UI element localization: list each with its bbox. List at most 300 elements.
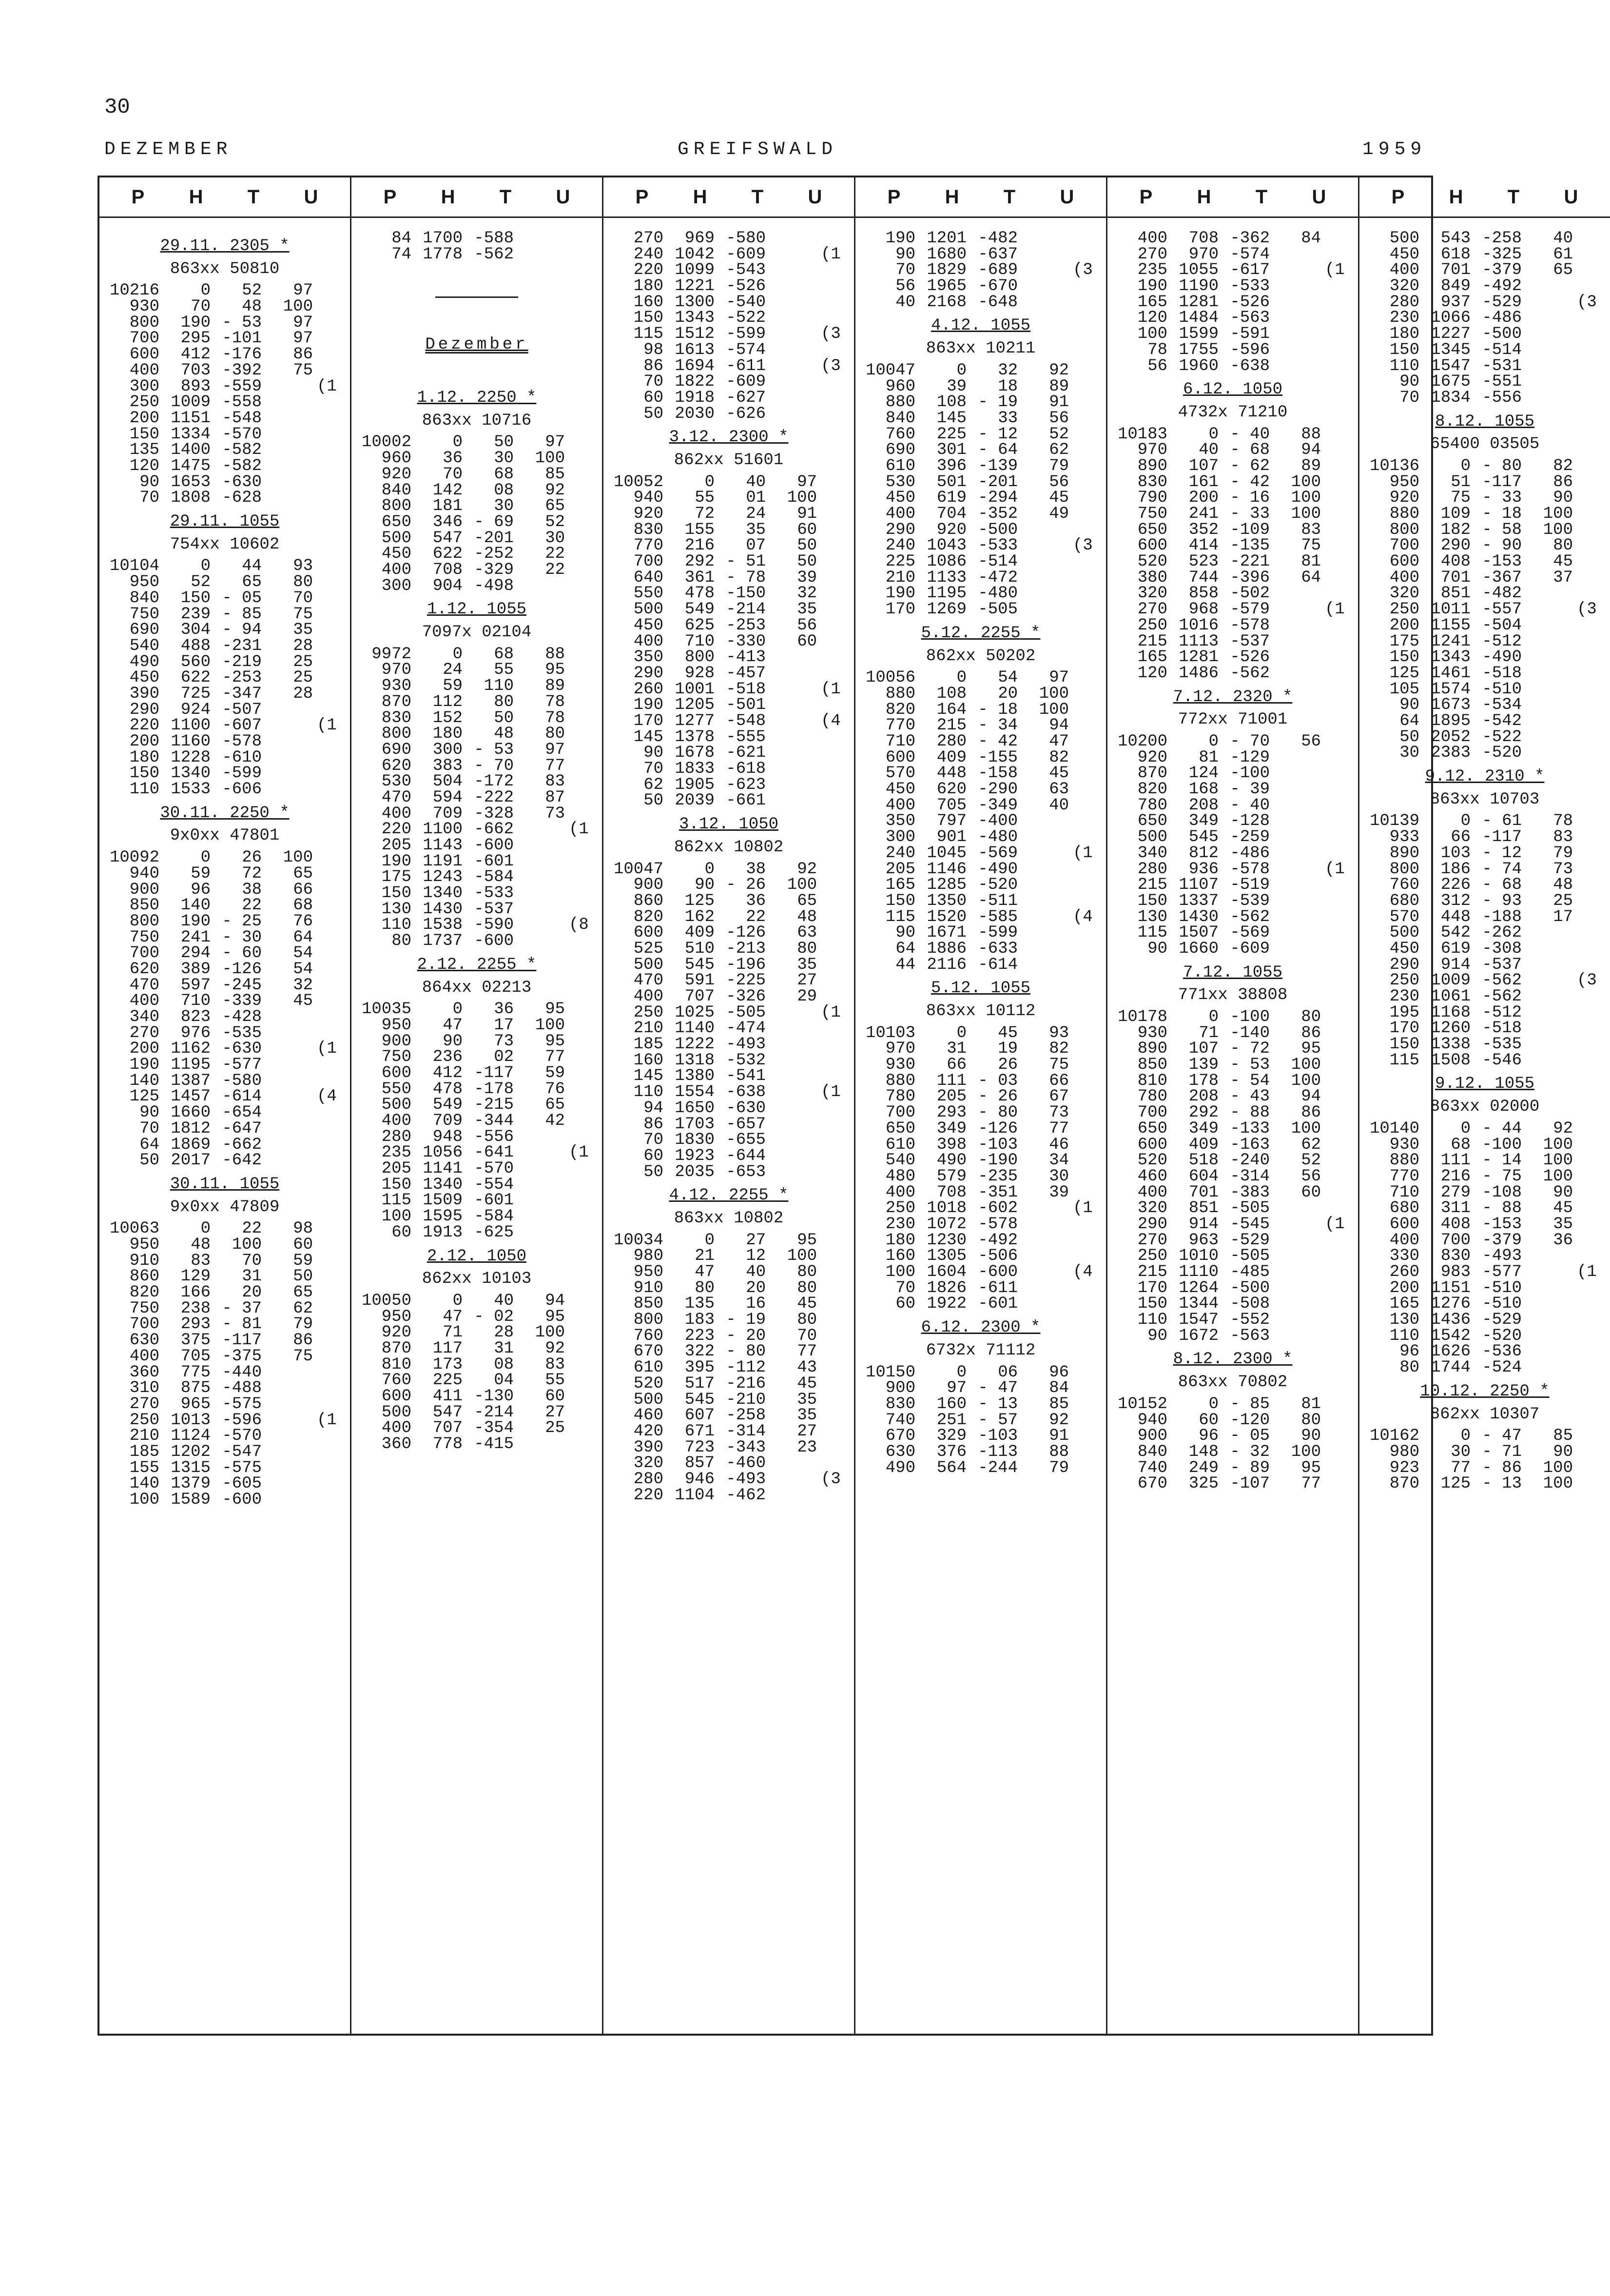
cell-t: -482 [1482, 584, 1522, 603]
cell-u [766, 1117, 817, 1133]
cell-n [1321, 458, 1349, 474]
cell-u [1522, 925, 1573, 941]
cell-h: 77 [1451, 1458, 1471, 1477]
cell-h: 47 [443, 1307, 463, 1326]
cell-n [817, 294, 845, 311]
sounding-date-time: 29.11. 2305 [160, 237, 270, 255]
cell-h: 594 [432, 788, 463, 807]
cell-t: -638 [726, 1083, 766, 1102]
cell-h: 547 [432, 1403, 463, 1422]
cell-n [1321, 326, 1349, 342]
table-row [360, 546, 593, 562]
table-row [1116, 1217, 1349, 1233]
table-row [864, 1041, 1097, 1057]
table-row [108, 1137, 341, 1153]
cell-u: 60 [1301, 1183, 1321, 1202]
table-row [864, 231, 1097, 247]
cell-n: (1 [1325, 261, 1345, 280]
table-row [864, 957, 1097, 973]
table-row [1368, 602, 1601, 618]
cell-u: 62 [1049, 441, 1069, 460]
sounding-date-time: 2.12. 1050 [427, 1247, 527, 1266]
cell-p: 390 [129, 684, 159, 703]
cell-u [514, 1161, 565, 1177]
cell-n [313, 1428, 341, 1444]
cell-n [565, 662, 593, 678]
cell-p: 80 [1399, 1358, 1419, 1377]
cell-u [766, 793, 817, 809]
table-row [612, 570, 845, 586]
cell-h: 66 [947, 1056, 967, 1075]
table-row [1116, 1121, 1349, 1137]
cell-t: - 85 [222, 605, 262, 624]
cell-p: 270 [129, 1023, 159, 1042]
cell-u [514, 917, 565, 933]
cell-h: 216 [1440, 1167, 1471, 1186]
cell-p: 96 [1399, 1342, 1419, 1361]
cell-u [1270, 666, 1321, 682]
cell-h: 851 [1440, 584, 1471, 603]
cell-t: -569 [978, 844, 1018, 863]
cell-t: - 58 [1482, 520, 1522, 539]
cell-h: 1589 [171, 1491, 211, 1509]
cell-u [1522, 729, 1573, 746]
cell-n [565, 1065, 593, 1081]
cell-u [1522, 1020, 1573, 1037]
cell-p: 230 [885, 1215, 915, 1234]
table-row [864, 877, 1097, 893]
cell-p: 90 [643, 744, 663, 763]
cell-t: -347 [222, 684, 262, 703]
cell-p: 70 [643, 373, 663, 392]
cell-u [1270, 294, 1321, 311]
cell-h: 1350 [927, 891, 967, 910]
cell-u [262, 1380, 313, 1396]
cell-n [313, 331, 341, 347]
cell-h: 830 [1440, 1247, 1471, 1266]
cell-p: 170 [633, 711, 663, 730]
cell-u: 92 [1049, 361, 1069, 380]
header-u: U [556, 186, 570, 208]
cell-t: -578 [1230, 616, 1270, 635]
cell-u: 47 [1049, 732, 1069, 751]
cell-u [1270, 1328, 1321, 1344]
cell-t: -602 [978, 1199, 1018, 1218]
table-row [1368, 877, 1601, 893]
cell-t: 31 [494, 1339, 514, 1358]
cell-n [1069, 813, 1097, 829]
cell-p: 500 [381, 1403, 411, 1422]
cell-h: 708 [432, 560, 463, 579]
cell-u: 76 [293, 912, 313, 931]
cell-u [766, 1148, 817, 1164]
cell-u [1018, 862, 1069, 878]
cell-p: 950 [633, 1263, 663, 1282]
header-h: H [189, 186, 203, 208]
cell-h: 701 [1188, 1183, 1219, 1202]
cell-u: 35 [797, 1406, 817, 1425]
cell-u: 49 [1049, 505, 1069, 524]
table-row [360, 451, 593, 467]
cell-t: -482 [978, 229, 1018, 248]
cell-n [817, 877, 845, 893]
cell-h: 215 [936, 716, 967, 735]
cell-n [565, 562, 593, 578]
cell-h: 190 [180, 912, 211, 931]
cell-n [313, 914, 341, 930]
table-row [864, 554, 1097, 570]
cell-n [1321, 909, 1349, 925]
cell-n [1573, 1037, 1601, 1053]
cell-p: 70 [895, 261, 915, 280]
cell-t: -591 [1230, 325, 1270, 344]
cell-n [817, 925, 845, 941]
cell-p: 780 [1137, 796, 1167, 815]
cell-h: 710 [180, 992, 211, 1011]
cell-p: 970 [381, 661, 411, 680]
table-row [1116, 326, 1349, 342]
cell-u: 97 [293, 313, 313, 332]
cell-t: -626 [726, 404, 766, 423]
cell-u: 100 [1291, 1119, 1321, 1138]
cell-n [313, 458, 341, 474]
cell-n [817, 1424, 845, 1440]
cell-h: 168 [1188, 780, 1219, 799]
cell-u: 61 [1553, 245, 1573, 264]
cell-h: 124 [1188, 764, 1219, 783]
table-row [1368, 342, 1601, 358]
cell-n [565, 869, 593, 885]
cell-u [1270, 634, 1321, 650]
cell-n [817, 1312, 845, 1328]
table-row [612, 506, 845, 522]
cell-u [1522, 1360, 1573, 1376]
cell-n [313, 1057, 341, 1073]
cell-t: -140 [1230, 1023, 1270, 1042]
cell-h: 478 [684, 584, 715, 603]
cell-h: 0 [704, 860, 715, 879]
cell-n: (3 [1577, 971, 1597, 990]
cell-u [262, 458, 313, 474]
cell-p: 10047 [865, 361, 915, 380]
cell-n [313, 1476, 341, 1492]
cell-h: 0 [704, 1231, 715, 1250]
cell-u: 100 [1543, 1151, 1573, 1170]
cell-p: 9972 [371, 645, 411, 664]
cell-u: 73 [1553, 860, 1573, 879]
table-row [1116, 1057, 1349, 1073]
cell-n [1069, 1137, 1097, 1153]
cell-t: - 71 [1482, 1442, 1522, 1461]
cell-t: 38 [746, 860, 766, 879]
cell-u: 80 [797, 939, 817, 958]
cell-p: 80 [391, 932, 411, 951]
cell-h: 1168 [1431, 1003, 1471, 1022]
cell-p: 290 [1389, 955, 1419, 974]
sounding-title [360, 382, 593, 413]
cell-u [1522, 310, 1573, 326]
cell-t: -100 [1230, 764, 1270, 783]
sounding-title [1368, 761, 1601, 792]
cell-t: -621 [726, 744, 766, 763]
cell-h: 1918 [675, 388, 715, 407]
header-u: U [1564, 186, 1578, 208]
cell-t: -557 [1482, 600, 1522, 619]
table-row [108, 394, 341, 411]
cell-t: -605 [222, 1474, 262, 1493]
asterisk-mark: * [1272, 687, 1293, 706]
cell-t: -580 [222, 1071, 262, 1090]
cell-t: -578 [222, 732, 262, 751]
cell-p: 110 [1389, 1326, 1419, 1345]
cell-u [1270, 1217, 1321, 1233]
cell-h: 1755 [1179, 340, 1219, 359]
cell-h: 238 [180, 1299, 211, 1318]
cell-t: 80 [494, 692, 514, 711]
cell-u: 28 [293, 636, 313, 655]
cell-p: 165 [1137, 293, 1167, 312]
cell-p: 180 [1389, 325, 1419, 344]
cell-t: -578 [978, 1215, 1018, 1234]
cell-p: 56 [895, 277, 915, 296]
cell-h: 383 [432, 756, 463, 775]
table-row [864, 570, 1097, 586]
table-row [1116, 310, 1349, 326]
cell-u: 25 [1553, 891, 1573, 910]
cell-u: 32 [797, 584, 817, 603]
cell-h: 875 [180, 1379, 211, 1398]
cell-n [313, 638, 341, 654]
table-row [864, 1233, 1097, 1249]
cell-h: 1626 [1431, 1342, 1471, 1361]
cell-p: 820 [633, 907, 663, 926]
cell-h: 111 [1440, 1151, 1471, 1170]
cell-p: 870 [381, 692, 411, 711]
cell-u [766, 1037, 817, 1053]
cell-p: 10216 [109, 281, 159, 300]
table-row [864, 427, 1097, 443]
cell-h: 81 [1199, 748, 1219, 767]
cell-t: -498 [474, 576, 514, 595]
table-row [1116, 278, 1349, 294]
cell-h: 707 [684, 987, 715, 1006]
table-row [360, 231, 593, 247]
table-row [612, 262, 845, 278]
cell-n [313, 1301, 341, 1317]
cell-t: 04 [494, 1371, 514, 1390]
cell-p: 90 [895, 923, 915, 942]
table-row [108, 427, 341, 443]
table-row [864, 1169, 1097, 1185]
cell-p: 920 [1389, 489, 1419, 508]
cell-p: 240 [885, 844, 915, 863]
cell-u: 89 [545, 677, 565, 696]
cell-p: 225 [885, 552, 915, 571]
table-row [108, 1073, 341, 1089]
cell-u: 95 [545, 1032, 565, 1051]
cell-u: 45 [1049, 764, 1069, 783]
cell-t: -428 [222, 1008, 262, 1027]
table-row [1116, 1413, 1349, 1429]
cell-n [1573, 474, 1601, 491]
cell-p: 360 [381, 1435, 411, 1454]
sounding-date-time: 2.12. 2255 [417, 955, 517, 974]
cell-t: 26 [998, 1056, 1018, 1075]
cell-t: -542 [1482, 711, 1522, 730]
cell-h: 1613 [675, 340, 715, 359]
cell-t: 22 [242, 896, 262, 915]
cell-h: 412 [432, 1063, 463, 1082]
table-row [1116, 798, 1349, 814]
cell-h: 1195 [927, 584, 967, 603]
table-row [1368, 1264, 1601, 1280]
cell-h: 560 [180, 652, 211, 671]
cell-u: 62 [1301, 1135, 1321, 1154]
cell-h: 352 [1188, 520, 1219, 539]
asterisk-mark: * [516, 389, 537, 408]
cell-n [313, 1073, 341, 1089]
cell-t: -569 [1230, 923, 1270, 942]
table-row [612, 649, 845, 666]
cell-t: -486 [1230, 844, 1270, 863]
cell-n [817, 1344, 845, 1360]
cell-p: 86 [643, 1115, 663, 1134]
table-row [612, 761, 845, 777]
cell-u: 30 [1049, 1167, 1069, 1186]
cell-t: 33 [998, 409, 1018, 428]
cell-h: 241 [1188, 505, 1219, 524]
table-row [1116, 231, 1349, 247]
table-row [1116, 1137, 1349, 1153]
cell-n [1573, 586, 1601, 602]
cell-u: 100 [283, 297, 313, 316]
cell-h: 0 [452, 1000, 463, 1019]
cell-t: -653 [726, 1162, 766, 1181]
cell-n [565, 678, 593, 694]
cell-h: 1025 [675, 1003, 715, 1022]
sounding-title [360, 594, 593, 625]
cell-h: 1230 [927, 1231, 967, 1250]
table-row [612, 602, 845, 618]
cell-p: 910 [129, 1251, 159, 1270]
cell-h: 1009 [171, 393, 211, 412]
cell-p: 850 [1137, 1056, 1167, 1075]
cell-n [1573, 1444, 1601, 1460]
cell-n [1069, 1428, 1097, 1444]
cell-h: 1678 [675, 744, 715, 763]
cell-h: 31 [947, 1040, 967, 1059]
cell-h: 225 [936, 425, 967, 444]
cell-u [262, 702, 313, 718]
cell-u [1270, 602, 1321, 618]
cell-p: 235 [381, 1143, 411, 1162]
table-row [1116, 1428, 1349, 1444]
table-row [612, 1392, 845, 1408]
cell-u: 78 [1553, 812, 1573, 831]
cell-n [565, 790, 593, 806]
cell-p: 60 [391, 1223, 411, 1242]
cell-h: 1694 [675, 356, 715, 375]
cell-u: 76 [545, 1079, 565, 1099]
cell-u [514, 869, 565, 885]
cell-t: -413 [726, 648, 766, 667]
table-row [1368, 506, 1601, 522]
cell-h: 1380 [675, 1067, 715, 1086]
cell-u: 77 [1301, 1474, 1321, 1493]
cell-u [766, 1132, 817, 1148]
cell-u: 79 [1049, 1458, 1069, 1477]
cell-h: 0 [956, 668, 967, 687]
table-row [360, 1309, 593, 1325]
cell-t: -510 [1482, 680, 1522, 699]
cell-h: 412 [180, 345, 211, 364]
cell-t: -537 [474, 900, 514, 919]
cell-t: -545 [1230, 1215, 1270, 1234]
cell-p: 110 [1389, 356, 1419, 375]
cell-t: 02 [494, 1048, 514, 1067]
table-row [1368, 1344, 1601, 1360]
cell-u [1018, 941, 1069, 957]
sounding-block [360, 594, 593, 949]
cell-n [1069, 1105, 1097, 1121]
cell-t: -362 [1230, 229, 1270, 248]
cell-h: 236 [432, 1048, 463, 1067]
cell-n [313, 427, 341, 443]
table-row [108, 898, 341, 914]
cell-p: 185 [129, 1442, 159, 1461]
cell-p: 600 [885, 748, 915, 767]
cell-h: 107 [1188, 1040, 1219, 1059]
cell-n [1069, 522, 1097, 538]
cell-h: 1260 [1431, 1019, 1471, 1038]
cell-h: 700 [1440, 1231, 1471, 1250]
cell-u: 73 [1049, 1103, 1069, 1122]
table-row [360, 806, 593, 822]
cell-u [766, 1164, 817, 1180]
cell-t: 19 [998, 1040, 1018, 1059]
cell-u [766, 745, 817, 761]
cell-t: - 53 [474, 740, 514, 759]
cell-t: -343 [726, 1438, 766, 1457]
cell-p: 470 [381, 788, 411, 807]
cell-t: -599 [978, 923, 1018, 942]
cell-u: 63 [797, 923, 817, 942]
cell-h: 1281 [1179, 648, 1219, 667]
cell-n [1069, 702, 1097, 718]
cell-u [1522, 745, 1573, 761]
cell-n [565, 498, 593, 514]
cell-p: 650 [1137, 1119, 1167, 1138]
cell-h: 241 [180, 928, 211, 947]
table-row [864, 686, 1097, 702]
cell-p: 960 [885, 377, 915, 396]
cell-u [1522, 358, 1573, 374]
cell-t: -150 [726, 584, 766, 603]
cell-u [766, 713, 817, 729]
cell-n [1321, 442, 1349, 458]
cell-u [514, 854, 565, 870]
header-u: U [1312, 186, 1326, 208]
table-row [108, 283, 341, 299]
cell-p: 870 [1137, 764, 1167, 783]
cell-u: 100 [535, 1016, 565, 1035]
cell-h: 1221 [675, 277, 715, 296]
cell-p: 150 [1137, 1295, 1167, 1314]
cell-t: -534 [1482, 696, 1522, 715]
table-row [1116, 862, 1349, 878]
cell-t: 26 [242, 848, 262, 867]
cell-p: 680 [1389, 891, 1419, 910]
